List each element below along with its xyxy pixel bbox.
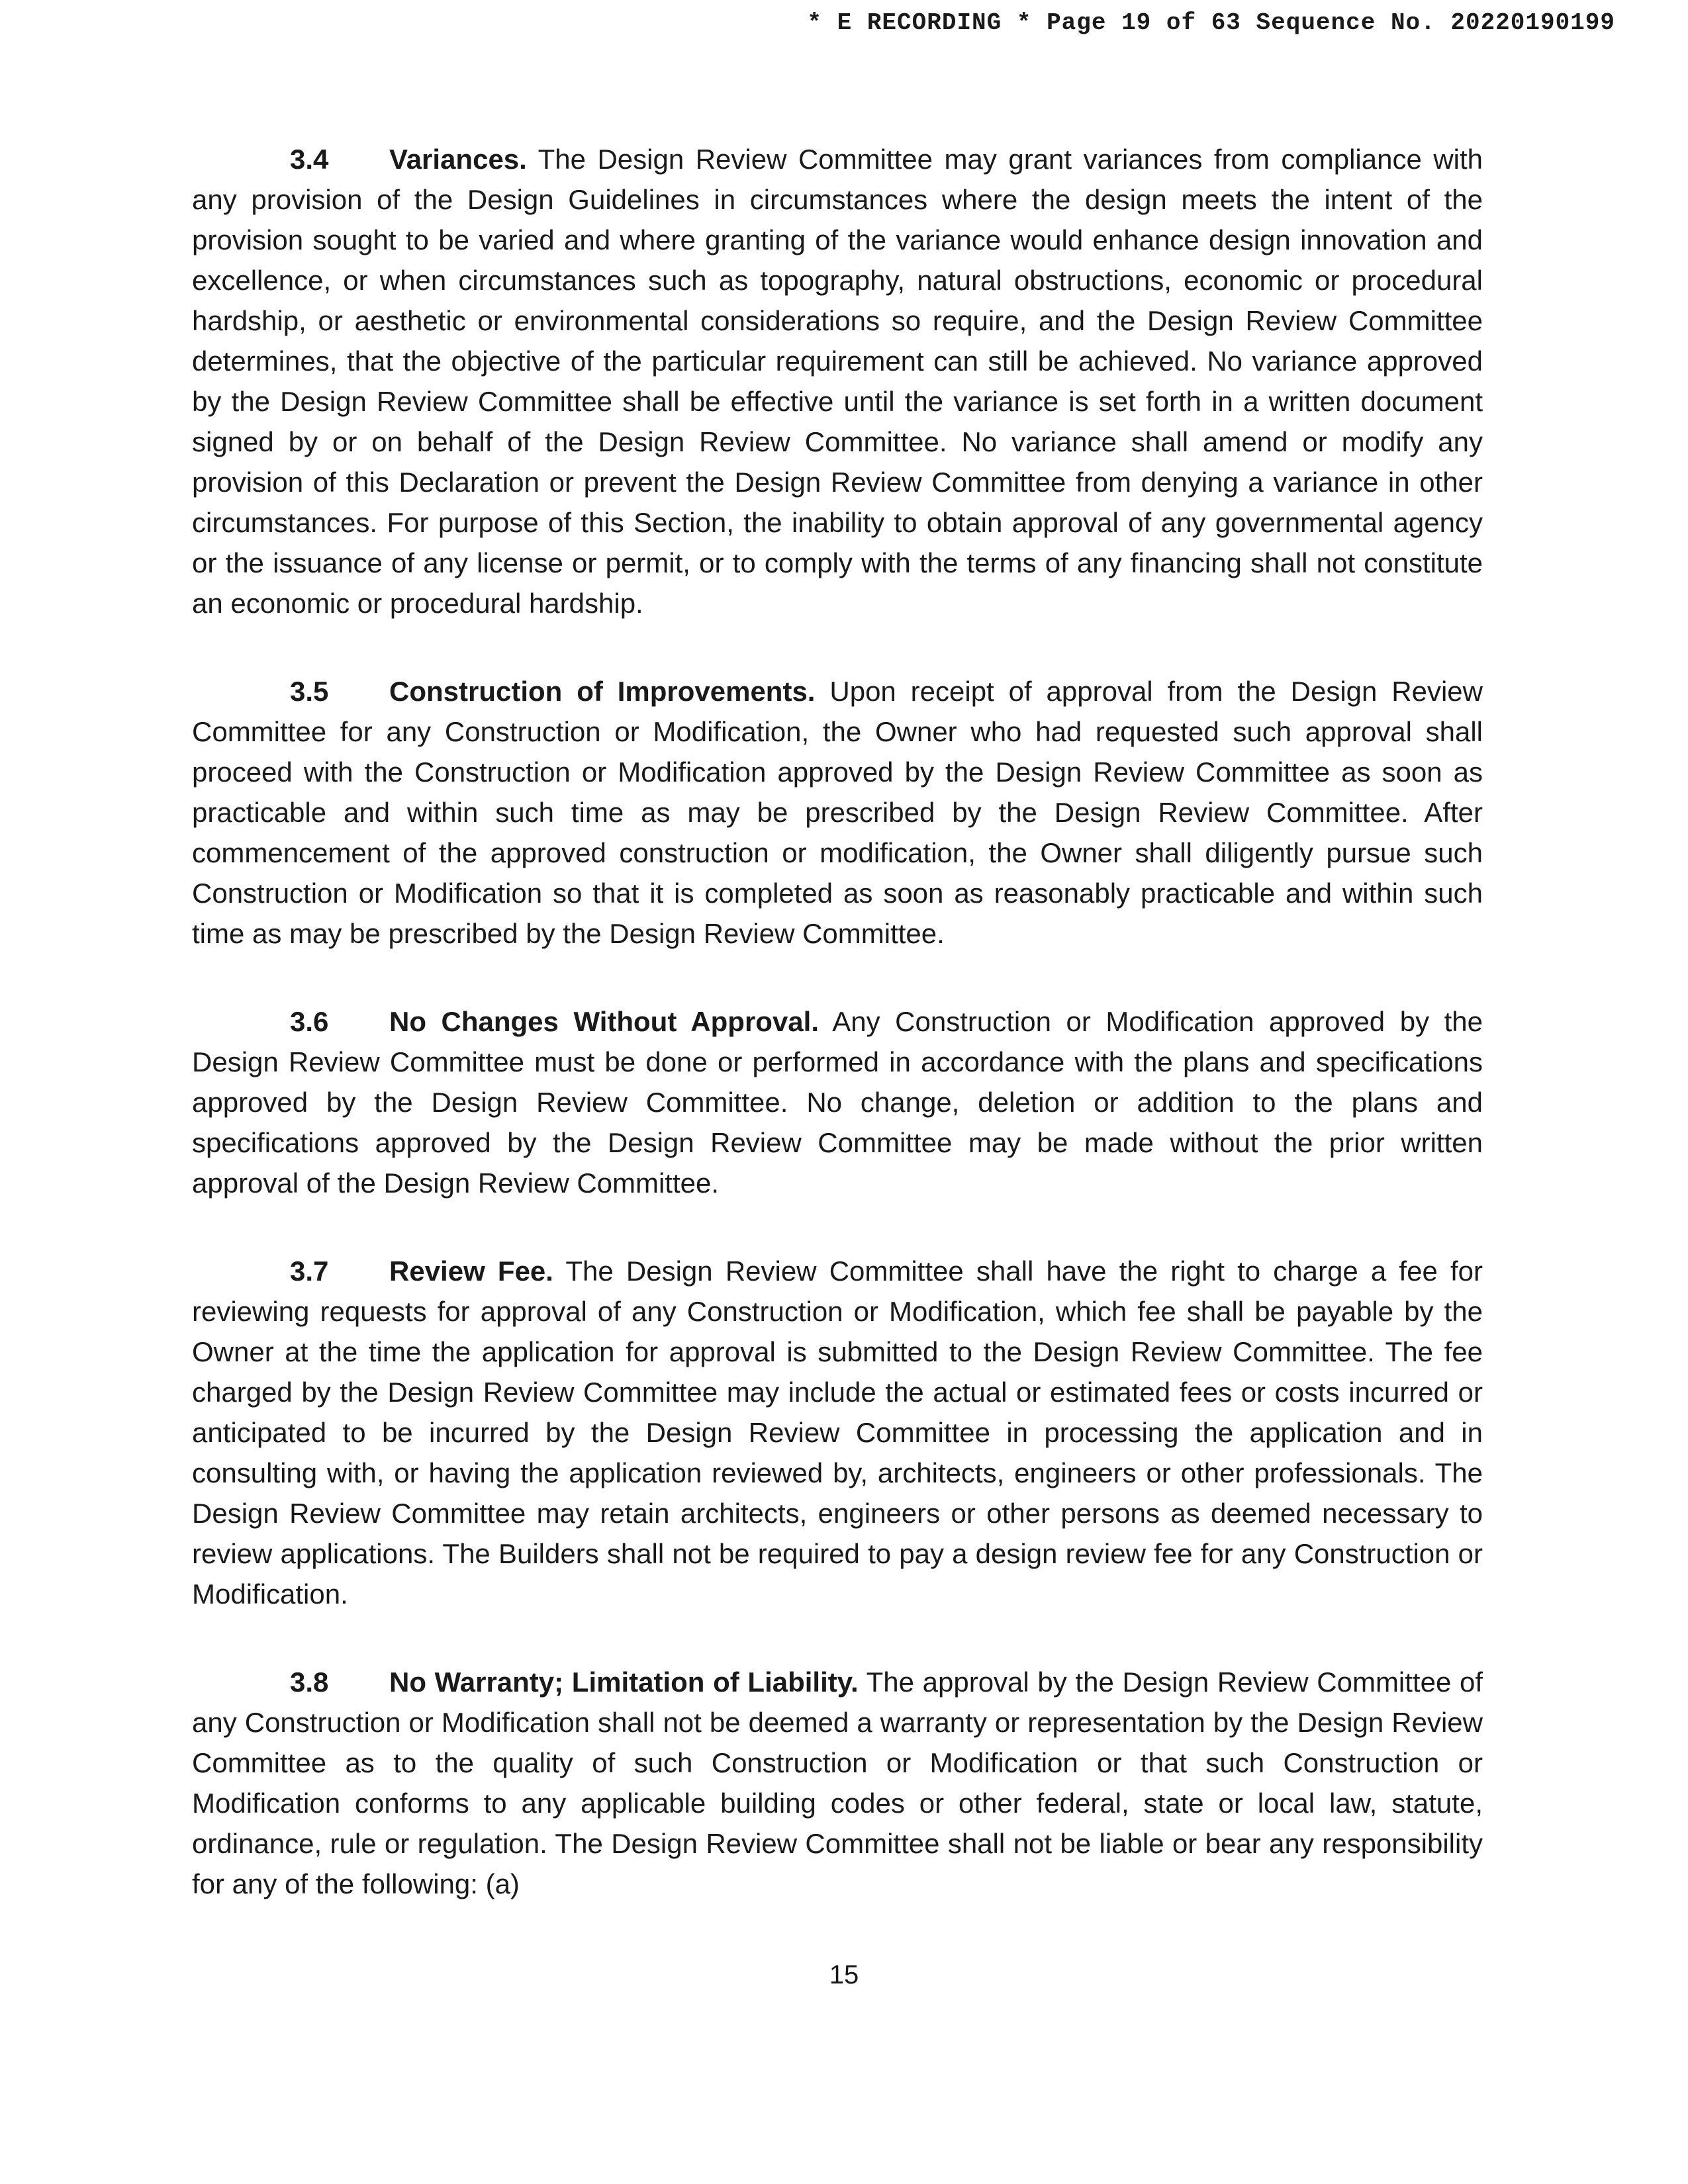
section-number: 3.6 (290, 1006, 329, 1037)
section-title: Construction of Improvements. (389, 676, 816, 707)
section-3-4 (192, 139, 1483, 623)
section-title: Variances. (389, 144, 527, 175)
section-number: 3.4 (290, 144, 329, 175)
section-body: Upon receipt of approval from the Design Review Committee for any Construction or Modification, the Owner who had requested such approval shall proceed with the Construction or Modification approved by the Design Review Committee as soon as practicable and within such time as may be prescribed by the Design Review Committee. After commencement of the approved construction or modification, the Owner shall diligently pursue such Construction or Modification so that it is completed as soon as reasonably practicable and within such time as may be prescribed by the Design Review Committee. (192, 676, 1483, 949)
section-body: The Design Review Committee may grant variances from compliance with any provision of the Design Guidelines in circumstances where the design meets the intent of the provision sought to be varied and where granting of the variance would enhance design innovation and excellence, or when circumstances such as topography, natural obstructions, economic or procedural hardship, or aesthetic or environmental considerations so require, and the Design Review Committee determines, that the objective of the particular requirement can still be achieved. No variance approved by the Design Review Committee shall be effective until the variance is set forth in a written document signed by or on behalf of the Design Review Committee. No variance shall amend or modify any provision of this Declaration or prevent the Design Review Committee from denying a variance in other circumstances. For purpose of this Section, the inability to obtain approval of any governmental agency or the issuance of any license or permit, or to comply with the terms of any financing shall not constitute an economic or procedural hardship. (192, 144, 1483, 619)
section-3-8 (192, 1662, 1483, 1904)
document-body (192, 139, 1483, 1952)
page-number: 15 (829, 1960, 859, 1989)
section-title: No Changes Without Approval. (389, 1006, 820, 1037)
section-number: 3.5 (290, 676, 329, 707)
section-title: Review Fee. (389, 1255, 553, 1287)
recording-header: * E RECORDING * Page 19 of 63 Sequence No. 20220190199 (807, 9, 1615, 36)
section-number: 3.7 (290, 1255, 329, 1287)
section-title: No Warranty; Limitation of Liability. (389, 1666, 859, 1698)
section-3-5 (192, 671, 1483, 954)
section-body: Any Construction or Modification approved by the Design Review Committee must be done or performed in accordance with the plans and specifications approved by the Design Review Committee. No change, deletion or addition to the plans and specifications approved by the Design Review Committee may be made without the prior written approval of the Design Review Committee. (192, 1006, 1483, 1199)
section-3-6 (192, 1001, 1483, 1203)
section-body: The Design Review Committee shall have the right to charge a fee for reviewing requests for approval of any Construction or Modification, which fee shall be payable by the Owner at the time the application for approval is submitted to the Design Review Committee. The fee charged by the Design Review Committee may include the actual or estimated fees or costs incurred or anticipated to be incurred by the Design Review Committee in processing the application and in consulting with, or having the application reviewed by, architects, engineers or other professionals. The Design Review Committee may retain architects, engineers or other persons as deemed necessary to review applications. The Builders shall not be required to pay a design review fee for any Construction or Modification. (192, 1255, 1483, 1610)
section-number: 3.8 (290, 1666, 329, 1698)
section-3-7 (192, 1251, 1483, 1614)
section-body: The approval by the Design Review Committee of any Construction or Modification shall not be deemed a warranty or representation by the Design Review Committee as to the quality of such Construction or Modification or that such Construction or Modification conforms to any applicable building codes or other federal, state or local law, statute, ordinance, rule or regulation. The Design Review Committee shall not be liable or bear any responsibility for any of the following: (a) (192, 1666, 1483, 1899)
